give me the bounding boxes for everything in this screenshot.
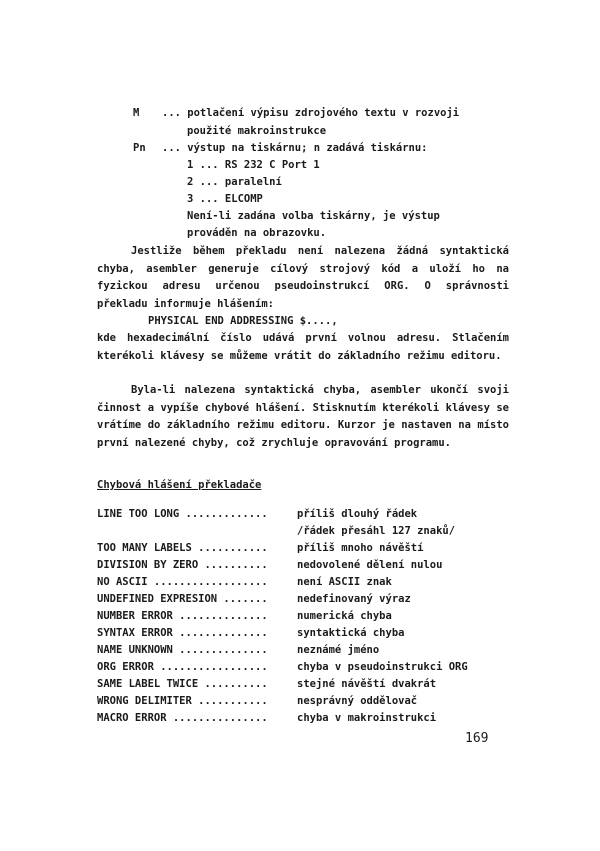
error-code: DIVISION BY ZERO .......... bbox=[97, 559, 268, 571]
error-desc: nedovolené dělení nulou bbox=[297, 559, 443, 571]
error-desc: /řádek přesáhl 127 znaků/ bbox=[297, 525, 456, 537]
error-code: TOO MANY LABELS ........... bbox=[97, 542, 268, 554]
option-pn-note2: prováděn na obrazovku. bbox=[187, 227, 327, 239]
error-row bbox=[97, 626, 404, 640]
error-row bbox=[97, 694, 417, 708]
error-code: NO ASCII .................. bbox=[97, 576, 268, 588]
error-desc: stejné návěští dvakrát bbox=[297, 678, 437, 690]
error-code: MACRO ERROR ............... bbox=[97, 712, 268, 724]
option-pn-key: Pn bbox=[133, 142, 146, 154]
error-desc: syntaktická chyba bbox=[297, 627, 405, 639]
paragraph-success: Jestliže během překladu není nalezena žádná syntaktická chyba, asembler generuje cílový strojový kód a uloží ho na fyzickou adresu určenou pseudoinstrukcí ORG. O správnosti překladu informuje hlášením: bbox=[97, 245, 509, 310]
error-code: NUMBER ERROR .............. bbox=[97, 610, 268, 622]
paragraph-error: Byla-li nalezena syntaktická chyba, asembler ukončí svoji činnost a vypíše chybové hlášení. Stisknutím kterékoli klávesy se vrátíme do základního režimu editoru. Kurzor je nastaven na místo první nalezené chyby, což zrychluje opravování programu. bbox=[97, 384, 509, 449]
error-desc: neznámé jméno bbox=[297, 644, 380, 656]
option-m-key: M bbox=[133, 107, 140, 119]
error-row bbox=[97, 711, 436, 725]
error-row bbox=[97, 643, 379, 657]
error-code: SYNTAX ERROR .............. bbox=[97, 627, 268, 639]
option-pn-line1: ... výstup na tiskárnu; n zadává tiskárnu: bbox=[162, 142, 428, 154]
error-desc: příliš dlouhý řádek bbox=[297, 508, 418, 520]
error-row bbox=[97, 609, 392, 623]
error-code: SAME LABEL TWICE .......... bbox=[97, 678, 268, 690]
error-code: ORG ERROR ................. bbox=[97, 661, 268, 673]
paragraph-success-cont: kde hexadecimální číslo udává první volnou adresu. Stlačením kterékoli klávesy se můžeme vrátit do základního režimu editoru. bbox=[97, 332, 509, 362]
printer-choice-3: 3 ... ELCOMP bbox=[187, 193, 263, 205]
page-number: 169 bbox=[465, 731, 489, 746]
error-row bbox=[97, 558, 442, 572]
error-code: LINE TOO LONG ............. bbox=[97, 508, 268, 520]
printer-choice-1: 1 ... RS 232 C Port 1 bbox=[187, 159, 320, 171]
error-desc: nesprávný oddělovač bbox=[297, 695, 418, 707]
error-row bbox=[97, 677, 436, 691]
error-row bbox=[97, 592, 411, 606]
option-m-line1: ... potlačení výpisu zdrojového textu v rozvoji bbox=[162, 107, 460, 119]
option-pn-note1: Není-li zadána volba tiskárny, je výstup bbox=[187, 210, 440, 222]
error-row bbox=[97, 575, 392, 589]
error-code: WRONG DELIMITER ........... bbox=[97, 695, 268, 707]
error-desc: numerická chyba bbox=[297, 610, 392, 622]
error-desc: nedefinovaný výraz bbox=[297, 593, 411, 605]
error-row bbox=[97, 524, 455, 538]
printer-choice-2: 2 ... paralelní bbox=[187, 176, 282, 188]
section-heading: Chybová hlášení překladače bbox=[97, 479, 262, 491]
error-code: UNDEFINED EXPRESION ....... bbox=[97, 593, 268, 605]
error-desc: příliš mnoho návěští bbox=[297, 542, 424, 554]
error-row bbox=[97, 507, 417, 521]
error-row bbox=[97, 541, 423, 555]
error-code: NAME UNKNOWN .............. bbox=[97, 644, 268, 656]
error-desc: chyba v pseudoinstrukci ORG bbox=[297, 661, 468, 673]
error-row bbox=[97, 660, 468, 674]
option-m-line2: použité makroinstrukce bbox=[187, 125, 327, 137]
physical-end-message: PHYSICAL END ADDRESSING $...., bbox=[148, 315, 338, 327]
error-desc: není ASCII znak bbox=[297, 576, 392, 588]
error-desc: chyba v makroinstrukci bbox=[297, 712, 437, 724]
